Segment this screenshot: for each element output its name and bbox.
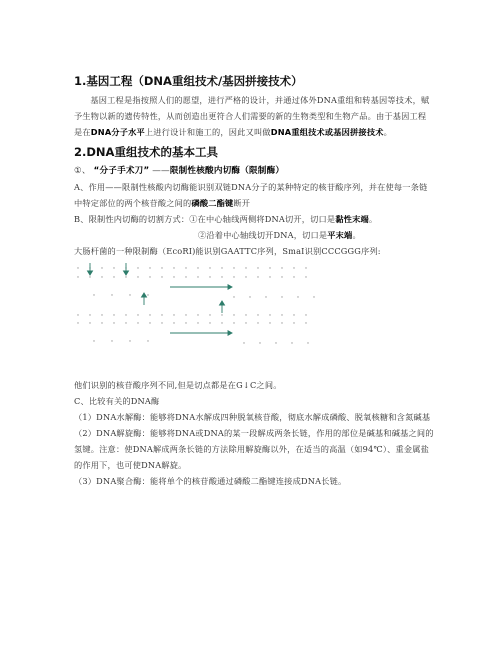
sequence-dot bbox=[113, 276, 114, 277]
sequence-dot bbox=[257, 267, 258, 268]
subheading-molecular-scalpel: ①、 “分子手术刀” ——限制性核酸内切酶（限制酶） bbox=[74, 166, 285, 176]
sequence-dot bbox=[137, 267, 138, 268]
sequence-dot bbox=[161, 276, 162, 277]
sequence-dot bbox=[137, 314, 138, 315]
sequence-dot bbox=[221, 276, 222, 277]
sequence-dot bbox=[185, 314, 186, 315]
sequence-dot bbox=[209, 267, 210, 268]
sequence-dot bbox=[101, 322, 102, 323]
sequence-dot bbox=[281, 296, 282, 297]
sequence-dot bbox=[233, 267, 234, 268]
sequence-dot bbox=[293, 314, 294, 315]
sequence-dot bbox=[257, 276, 258, 277]
sequence-dot bbox=[249, 296, 250, 297]
sequence-dot bbox=[269, 267, 270, 268]
sequence-dot bbox=[137, 322, 138, 323]
sequence-dot bbox=[307, 342, 308, 343]
document-page bbox=[74, 72, 434, 489]
sequence-dot bbox=[101, 276, 102, 277]
sequence-dot bbox=[209, 322, 210, 323]
heading-basic-tools: 2.DNA重组技术的基本工具 bbox=[74, 145, 218, 159]
sequence-dot bbox=[233, 276, 234, 277]
sequence-dot bbox=[233, 322, 234, 323]
arrow-head-down-1 bbox=[88, 271, 93, 275]
arrow-head-right-2 bbox=[228, 331, 232, 335]
paragraph-cut-point: 他们识别的核苷酸序列不同,但是切点都是在G↓C之间。 bbox=[74, 380, 282, 390]
sequence-dot bbox=[93, 340, 94, 341]
arrow-head-up-2 bbox=[220, 301, 225, 305]
sequence-dot bbox=[173, 322, 174, 323]
sequence-dot bbox=[305, 322, 306, 323]
sequence-dot bbox=[161, 322, 162, 323]
restriction-cut-diagram bbox=[74, 259, 434, 351]
sequence-dot bbox=[149, 322, 150, 323]
sequence-dot bbox=[111, 340, 112, 341]
sequence-dot bbox=[221, 267, 222, 268]
paragraph-cut-mode-1: B、限制性内切酶的切割方式：①在中心轴线两侧将DNA切开，切口是黏性末端。 bbox=[74, 214, 378, 224]
sequence-dot bbox=[89, 314, 90, 315]
sequence-dot bbox=[275, 342, 276, 343]
sequence-dot bbox=[147, 340, 148, 341]
sequence-dot bbox=[113, 314, 114, 315]
sequence-dot bbox=[305, 267, 306, 268]
arrow-head-down-2 bbox=[124, 271, 129, 275]
sequence-dot bbox=[185, 322, 186, 323]
sequence-dot bbox=[281, 276, 282, 277]
sequence-dot bbox=[313, 296, 314, 297]
paragraph-dna-hydrolase: （1）DNA水解酶：能够将DNA水解成四种脱氧核苷酸，彻底水解成磷酸、脱氧核糖和含氮碱基 bbox=[74, 412, 431, 422]
sequence-dot bbox=[129, 340, 130, 341]
sequence-dot bbox=[305, 276, 306, 277]
sequence-dot bbox=[197, 314, 198, 315]
sequence-dot bbox=[89, 322, 90, 323]
paragraph-dna-polymerase: （3）DNA聚合酶：能将单个的核苷酸通过磷酸二酯键连接成DNA长链。 bbox=[74, 476, 347, 486]
sequence-dot bbox=[209, 314, 210, 315]
sequence-dot bbox=[257, 314, 258, 315]
sequence-dot bbox=[243, 342, 244, 343]
sequence-dot bbox=[125, 276, 126, 277]
paragraph-dna-helicase: （2）DNA解旋酶：能够将DNA或DNA的某一段解成两条长链，作用的部位是碱基和碱基之间的氢键。注意：使DNA解成两条长链的方法除用解旋酶以外，在适当的高温（如94℃）、重金属盐的作用下，也可使DNA解旋。 bbox=[74, 428, 434, 470]
sequence-dot bbox=[173, 276, 174, 277]
heading-genetic-engineering: 1.基因工程（DNA重组技术/基因拼接技术） bbox=[74, 74, 303, 88]
sequence-dot bbox=[293, 322, 294, 323]
sequence-dot bbox=[77, 267, 78, 268]
sequence-dot bbox=[77, 314, 78, 315]
sequence-dot bbox=[77, 276, 78, 277]
arrow-head-up-1 bbox=[142, 293, 147, 297]
sequence-dot bbox=[101, 314, 102, 315]
sequence-dot bbox=[281, 267, 282, 268]
sequence-dot bbox=[113, 267, 114, 268]
sequence-dot bbox=[233, 314, 234, 315]
sequence-dot bbox=[197, 322, 198, 323]
sequence-dot bbox=[305, 314, 306, 315]
sequence-dot bbox=[233, 296, 234, 297]
paragraph-cut-mode-2: ②沿着中心轴线切开DNA，切口是平末端。 bbox=[198, 230, 361, 240]
sequence-dot bbox=[269, 314, 270, 315]
sequence-dot bbox=[173, 267, 174, 268]
sequence-dot bbox=[93, 294, 94, 295]
sequence-dot bbox=[173, 314, 174, 315]
sequence-dot bbox=[125, 314, 126, 315]
sequence-dot bbox=[149, 276, 150, 277]
sequence-dot bbox=[269, 276, 270, 277]
sequence-dot bbox=[281, 314, 282, 315]
sequence-dot bbox=[111, 294, 112, 295]
sequence-dot bbox=[147, 294, 148, 295]
sequence-dot bbox=[149, 267, 150, 268]
sequence-dot bbox=[113, 322, 114, 323]
sequence-dot bbox=[77, 322, 78, 323]
sequence-dot bbox=[101, 267, 102, 268]
sequence-dot bbox=[197, 267, 198, 268]
sequence-dot bbox=[137, 276, 138, 277]
sequence-dot bbox=[257, 322, 258, 323]
sequence-dot bbox=[281, 322, 282, 323]
sequence-dot bbox=[245, 314, 246, 315]
diagram-svg bbox=[74, 259, 334, 351]
heading-compare-enzymes: C、比较有关的DNA酶 bbox=[74, 396, 160, 406]
paragraph-function: A、作用——限制性核酸内切酶能识别双链DNA分子的某种特定的核苷酸序列，并在使每一条链中特定部位的两个核苷酸之间的磷酸二酯键断开 bbox=[74, 182, 428, 208]
sequence-dot bbox=[149, 314, 150, 315]
sequence-dot bbox=[185, 267, 186, 268]
paragraph-ecori: 大肠杆菌的一种限制酶（EcoRⅠ)能识别GAATTC序列，SmaI识别CCCGGG序列: bbox=[74, 246, 381, 256]
sequence-dot bbox=[161, 267, 162, 268]
sequence-dot bbox=[245, 322, 246, 323]
sequence-dot bbox=[185, 276, 186, 277]
arrow-head-right-1 bbox=[228, 285, 232, 289]
sequence-dot bbox=[125, 322, 126, 323]
sequence-dot bbox=[265, 296, 266, 297]
sequence-dot bbox=[197, 276, 198, 277]
sequence-dot bbox=[297, 296, 298, 297]
sequence-dot bbox=[221, 322, 222, 323]
sequence-dot bbox=[259, 342, 260, 343]
sequence-dot bbox=[245, 276, 246, 277]
sequence-dot bbox=[291, 342, 292, 343]
sequence-dot bbox=[293, 276, 294, 277]
sequence-dot bbox=[221, 314, 222, 315]
sequence-dot bbox=[129, 294, 130, 295]
sequence-dot bbox=[293, 267, 294, 268]
paragraph-definition: 基因工程是指按照人们的愿望，进行严格的设计，并通过体外DNA重组和转基因等技术，赋予生物以新的遗传特性，从而创造出更符合人们需要的新的生物类型和生物产品。由于基因工程是在DNA分子水平上进行设计和施工的，因此又叫做DNA重组技术或基因拼接技术。 bbox=[74, 95, 430, 137]
sequence-dot bbox=[89, 276, 90, 277]
sequence-dot bbox=[209, 276, 210, 277]
sequence-dot bbox=[161, 314, 162, 315]
sequence-dot bbox=[269, 322, 270, 323]
sequence-dot bbox=[245, 267, 246, 268]
